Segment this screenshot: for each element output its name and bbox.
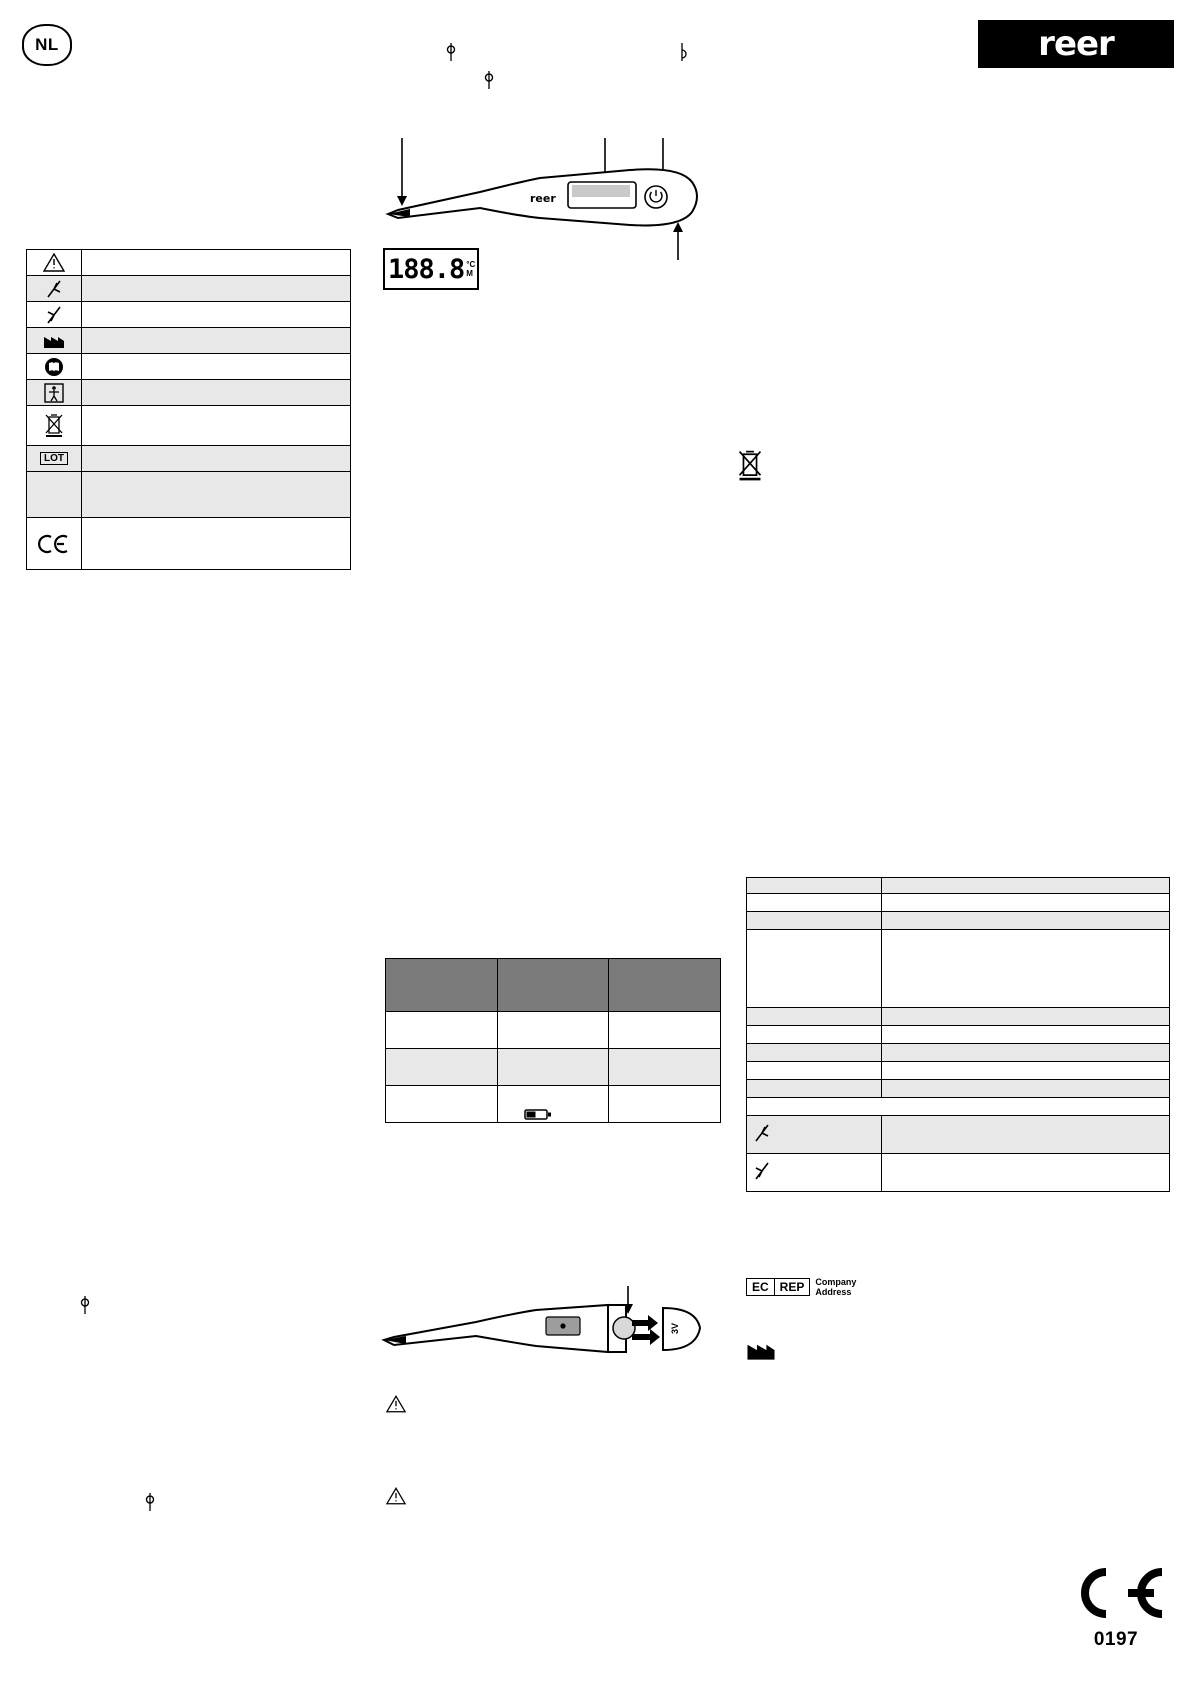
table-row: [27, 518, 351, 570]
table-row: [747, 930, 1170, 1008]
table-row: [747, 1008, 1170, 1026]
spec-label: [747, 930, 882, 1008]
manufacturer-factory-icon: [27, 328, 82, 354]
table-row: [747, 1026, 1170, 1044]
table-row: [27, 446, 351, 472]
table-row: [386, 1086, 721, 1123]
table-row: [747, 1116, 1170, 1154]
footnote-glyph-1: [444, 42, 458, 65]
table-cell: [609, 1049, 721, 1086]
warning-triangle-icon: [27, 250, 82, 276]
brand-logo: [978, 20, 1174, 68]
lcd-unit-celsius: °C: [466, 260, 476, 269]
table-row: [747, 1044, 1170, 1062]
column-header: [609, 959, 721, 1012]
spec-label: [747, 912, 882, 930]
spec-value: [882, 1154, 1170, 1192]
spec-value: [882, 894, 1170, 912]
table-cell: [497, 1012, 609, 1049]
svg-text:reer: reer: [530, 192, 556, 205]
temperature-limit-lower-icon: [747, 1154, 882, 1192]
spec-label: [747, 894, 882, 912]
symbols-table: [26, 249, 351, 570]
ce-mark-icon: [1062, 1564, 1170, 1627]
spec-value: [882, 1008, 1170, 1026]
table-cell: [497, 1049, 609, 1086]
rep-tag: REP: [775, 1278, 811, 1296]
ce-mark-icon: [27, 518, 82, 570]
spec-label: [747, 1044, 882, 1062]
symbol-desc: [82, 328, 351, 354]
symbol-desc: [82, 472, 351, 518]
symbol-desc: [82, 380, 351, 406]
table-row: [27, 472, 351, 518]
read-instructions-icon: [27, 354, 82, 380]
weee-crossed-bin-icon: [733, 449, 767, 488]
warning-triangle-icon: [386, 1487, 406, 1510]
symbol-desc: [82, 518, 351, 570]
lcd-units: [466, 260, 475, 278]
table-row: [747, 1098, 1170, 1116]
spec-value: [882, 1062, 1170, 1080]
table-cell: [386, 1012, 498, 1049]
specifications-table: [746, 877, 1170, 1192]
spec-value: [882, 1044, 1170, 1062]
spec-value: [882, 930, 1170, 1008]
ec-representative-block: [746, 1277, 856, 1297]
footnote-glyph-2: [678, 42, 692, 65]
spec-value: [882, 1116, 1170, 1154]
notified-body-number: 0197: [1093, 1629, 1139, 1650]
symbol-desc: [82, 302, 351, 328]
spec-label: [747, 1008, 882, 1026]
column-header: [386, 959, 498, 1012]
ec-address-line2: Address: [815, 1287, 852, 1297]
blank-icon-cell: [27, 472, 82, 518]
table-row: [747, 1154, 1170, 1192]
language-badge-label: NL: [35, 35, 59, 54]
footnote-glyph-4: [78, 1295, 92, 1318]
spec-label: [747, 1026, 882, 1044]
type-b-applied-part-icon: [27, 380, 82, 406]
table-row: [27, 328, 351, 354]
lcd-display: [383, 248, 479, 290]
battery-replacement-diagram: [380, 1280, 725, 1385]
ce-mark-block: [1062, 1564, 1170, 1651]
table-row: [27, 354, 351, 380]
temperature-limit-upper-icon: [747, 1116, 882, 1154]
weee-crossed-bin-icon: [27, 406, 82, 446]
table-row: [386, 1049, 721, 1086]
table-row: [747, 1080, 1170, 1098]
warning-triangle-icon: [386, 1395, 406, 1418]
spec-label: [747, 1080, 882, 1098]
table-cell: [497, 1086, 609, 1123]
measurement-table: [385, 958, 721, 1123]
table-row: [747, 1062, 1170, 1080]
footnote-glyph-3: [482, 70, 496, 93]
table-row: [27, 380, 351, 406]
lcd-value: 188.8: [388, 253, 465, 285]
table-row: [27, 302, 351, 328]
table-cell: [609, 1086, 721, 1123]
symbol-desc: [82, 250, 351, 276]
ec-tag: EC: [746, 1278, 775, 1296]
lcd-unit-memory: M: [466, 269, 473, 278]
spec-label: [747, 878, 882, 894]
table-row: [747, 878, 1170, 894]
spec-label: [747, 1062, 882, 1080]
spec-value: [882, 912, 1170, 930]
symbol-desc: [82, 406, 351, 446]
table-row: [27, 276, 351, 302]
table-row: [27, 250, 351, 276]
temperature-limit-upper-icon: [27, 276, 82, 302]
table-cell: [609, 1012, 721, 1049]
symbol-desc: [82, 276, 351, 302]
symbol-desc: [82, 446, 351, 472]
table-row: [747, 912, 1170, 930]
spec-value: [882, 878, 1170, 894]
symbol-desc: [82, 354, 351, 380]
footnote-glyph-5: [143, 1492, 157, 1515]
table-header-row: [386, 959, 721, 1012]
ec-address-line1: Company: [815, 1277, 857, 1287]
table-row: [386, 1012, 721, 1049]
ec-address: [815, 1277, 856, 1297]
spec-value: [882, 1026, 1170, 1044]
svg-text:3V: 3V: [670, 1322, 680, 1334]
table-row: [27, 406, 351, 446]
low-battery-icon: [524, 1107, 552, 1126]
brand-logo-label: reer: [1038, 24, 1114, 64]
spec-value: [747, 1098, 1170, 1116]
table-cell: [386, 1086, 498, 1123]
temperature-limit-lower-icon: [27, 302, 82, 328]
lot-label: LOT: [40, 452, 68, 465]
lot-batch-icon: [27, 446, 82, 472]
column-header: [497, 959, 609, 1012]
spec-value: [882, 1080, 1170, 1098]
table-row: [747, 894, 1170, 912]
manufacturer-factory-icon: [746, 1338, 776, 1366]
table-cell: [386, 1049, 498, 1086]
language-badge: [22, 24, 72, 66]
